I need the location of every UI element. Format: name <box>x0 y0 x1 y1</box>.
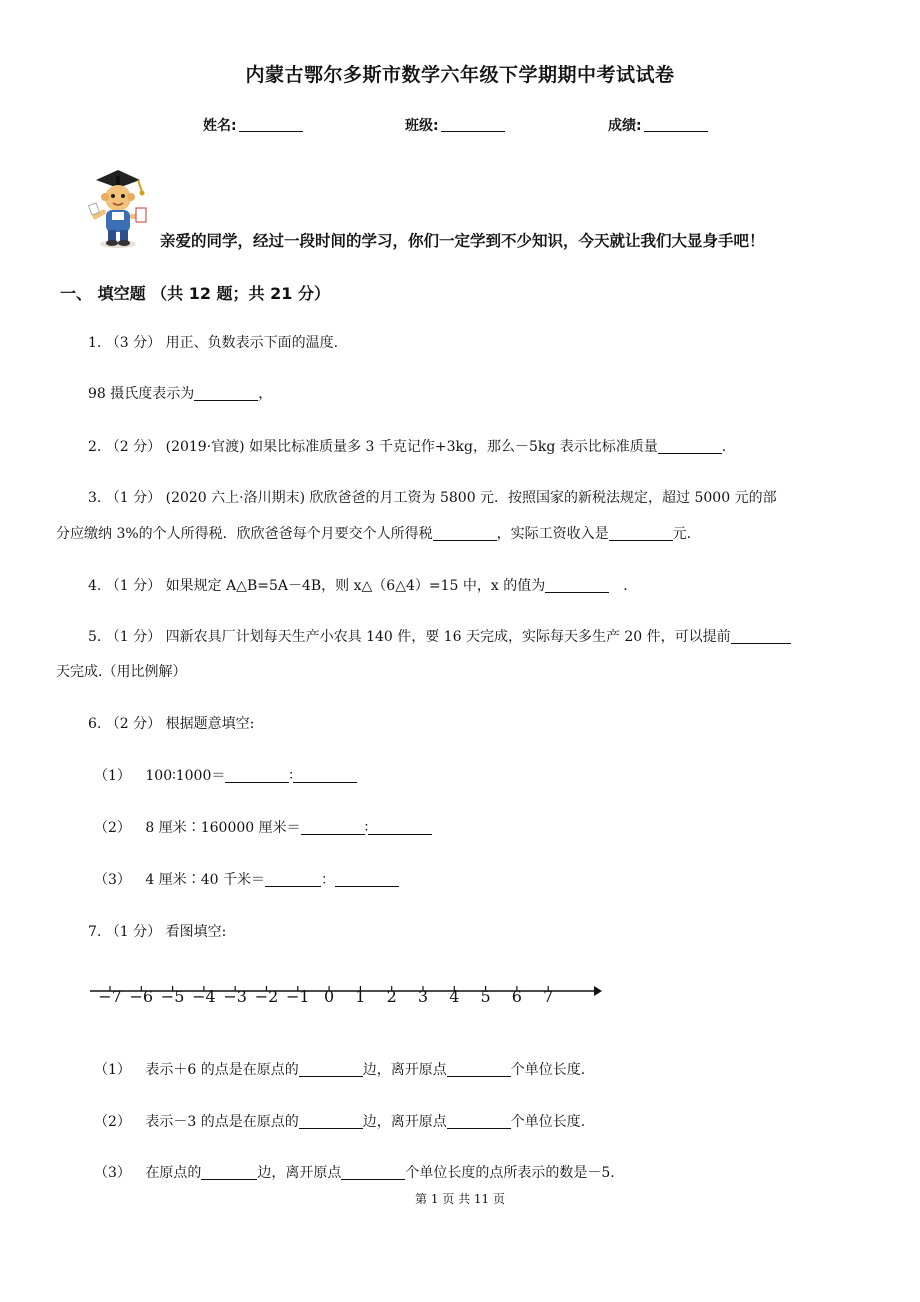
number-line-label: −5 <box>160 987 185 1006</box>
q1-answer-line <box>88 384 272 404</box>
q7-item-text-b: 边，离开原点 <box>257 1165 342 1181</box>
q7-item-num: （3） <box>94 1165 131 1181</box>
number-line-label: 0 <box>324 987 335 1006</box>
q5-blank[interactable] <box>731 629 791 644</box>
q1-heading: 1. （3 分） 用正、负数表示下面的温度. <box>88 335 339 351</box>
q2-line <box>88 437 726 457</box>
q7-item-text-c: 个单位长度. <box>510 1114 586 1130</box>
q7-item-2 <box>94 1112 585 1132</box>
q3-blank-income[interactable] <box>609 526 673 541</box>
class-blank[interactable] <box>441 117 505 132</box>
q7-item-1 <box>94 1060 585 1080</box>
q7-heading: 7. （1 分） 看图填空: <box>88 924 227 940</box>
number-line-label: −2 <box>254 987 279 1006</box>
name-label: 姓名: <box>203 118 237 134</box>
q6-item-3-blank-a[interactable] <box>265 872 321 887</box>
q6-item-1-blank-b[interactable] <box>293 768 357 783</box>
number-line-label: 5 <box>480 987 491 1006</box>
q6-item-2 <box>94 818 432 838</box>
q3-text-c: ，实际工资收入是 <box>496 526 609 542</box>
q7-item-1-blank-side[interactable] <box>299 1062 363 1077</box>
score-label: 成绩: <box>608 118 642 134</box>
q6-heading: 6. （2 分） 根据题意填空: <box>88 716 255 732</box>
q6-item-text: 8 厘米∶160000 厘米＝ <box>145 820 301 836</box>
number-line-label: −3 <box>223 987 247 1006</box>
q4-text: 4. （1 分） 如果规定 A△B=5A－4B，则 x△（6△4）=15 中，x 的值为 <box>88 578 546 594</box>
number-line-label: 3 <box>417 987 429 1006</box>
student-mascot-icon <box>86 166 150 250</box>
q7-item-2-blank-side[interactable] <box>299 1114 363 1129</box>
q7-item-1-blank-units[interactable] <box>447 1062 511 1077</box>
number-line-label: 7 <box>543 987 554 1006</box>
q1-blank[interactable] <box>194 386 258 401</box>
q2-blank[interactable] <box>658 439 722 454</box>
q4-line <box>88 576 628 596</box>
q6-item-num: （3） <box>94 872 131 888</box>
score-field[interactable] <box>608 115 708 135</box>
q6-item-3-blank-b[interactable] <box>335 872 399 887</box>
q7-item-3 <box>94 1163 615 1183</box>
q7-item-text-b: 边，离开原点 <box>362 1062 447 1078</box>
q6-item-2-blank-b[interactable] <box>368 820 432 835</box>
q7-item-text-a: 表示＋6 的点是在原点的 <box>145 1062 299 1078</box>
q7-item-num: （1） <box>94 1062 131 1078</box>
q6-item-1 <box>94 766 357 786</box>
q6-item-sep: ∶ <box>289 768 294 784</box>
q5-line-2: 天完成.（用比例解） <box>56 664 187 680</box>
q7-item-text-c: 个单位长度的点所表示的数是－5. <box>405 1165 615 1181</box>
q1-prompt: 98 摄氏度表示为 <box>88 386 195 402</box>
greeting-text: 亲爱的同学，经过一段时间的学习，你们一定学到不少知识，今天就让我们大显身手吧！ <box>160 232 765 250</box>
q6-item-num: （2） <box>94 820 131 836</box>
q3-text-b: 分应缴纳 3%的个人所得税．欣欣爸爸每个月要交个人所得税 <box>56 526 433 542</box>
number-line-label: 1 <box>355 987 366 1006</box>
q4-blank[interactable] <box>545 578 609 593</box>
section-heading: 一、 填空题 （共 12 题；共 21 分） <box>60 284 330 303</box>
q5-line-1 <box>88 627 791 647</box>
number-line-label: 2 <box>386 987 397 1006</box>
number-line-label: −7 <box>98 987 122 1006</box>
q3-blank-tax[interactable] <box>433 526 497 541</box>
page-title: 内蒙古鄂尔多斯市数学六年级下学期期中考试试卷 <box>245 64 675 86</box>
q3-line-2 <box>56 524 691 544</box>
q2-suffix: . <box>721 439 727 455</box>
q6-item-3 <box>94 870 399 890</box>
q7-item-text-c: 个单位长度. <box>510 1062 586 1078</box>
q7-item-text-a: 在原点的 <box>145 1165 202 1181</box>
q3-text-d: 元. <box>672 526 692 542</box>
number-line-arrow-icon <box>594 986 602 996</box>
name-blank[interactable] <box>239 117 303 132</box>
q3-line-1: 3. （1 分） (2020 六上·洛川期末) 欣欣爸爸的月工资为 5800 元．按照国家的新税法规定，超过 5000 元的部 <box>88 490 777 506</box>
score-blank[interactable] <box>644 117 708 132</box>
class-field[interactable] <box>405 115 505 135</box>
q6-item-sep: ∶ <box>364 820 369 836</box>
page-footer: 第 1 页 共 11 页 <box>415 1192 505 1206</box>
class-label: 班级: <box>405 118 439 134</box>
q6-item-sep: ： <box>321 872 335 888</box>
q6-item-2-blank-a[interactable] <box>301 820 365 835</box>
number-line-label: −6 <box>129 987 154 1006</box>
number-line-label: −4 <box>192 987 216 1006</box>
q1-suffix: ， <box>258 386 273 402</box>
number-line-label: −1 <box>286 987 310 1006</box>
q7-item-text-a: 表示－3 的点是在原点的 <box>145 1114 299 1130</box>
q6-item-text: 4 厘米∶40 千米＝ <box>145 872 265 888</box>
q7-item-num: （2） <box>94 1114 131 1130</box>
q4-suffix: . <box>623 578 628 594</box>
number-line-figure <box>88 976 608 1012</box>
number-line-label: 6 <box>511 987 522 1006</box>
q5-text: 5. （1 分） 四新农具厂计划每天生产小农具 140 件，要 16 天完成，实际每天多生产 20 件，可以提前 <box>88 629 731 645</box>
q6-item-1-blank-a[interactable] <box>225 768 289 783</box>
q6-item-num: （1） <box>94 768 131 784</box>
q7-item-3-blank-units[interactable] <box>341 1165 405 1180</box>
q7-item-3-blank-side[interactable] <box>201 1165 257 1180</box>
number-line-label: 4 <box>449 987 460 1006</box>
q7-item-2-blank-units[interactable] <box>447 1114 511 1129</box>
name-field[interactable] <box>203 115 303 135</box>
q6-item-text: 100∶1000＝ <box>145 768 226 784</box>
q7-item-text-b: 边，离开原点 <box>362 1114 447 1130</box>
q2-text: 2. （2 分） (2019·官渡) 如果比标准质量多 3 千克记作+3kg，那么－5kg 表示比标准质量 <box>88 439 658 455</box>
